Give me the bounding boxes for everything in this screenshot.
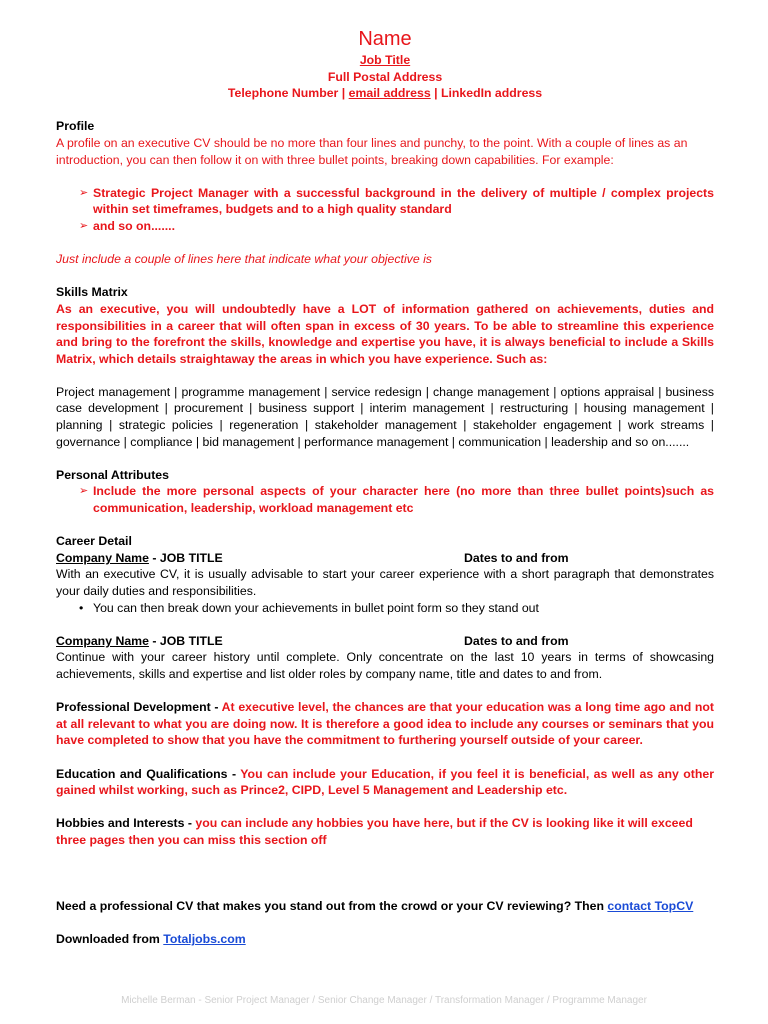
candidate-name: Name — [358, 28, 412, 50]
company-name: Company Name — [56, 550, 149, 565]
linkedin-address: LinkedIn address — [440, 86, 543, 101]
job-dates: Dates to and from — [464, 633, 569, 648]
job-dates: Dates to and from — [464, 550, 569, 565]
email-address[interactable]: email address — [348, 86, 431, 101]
skills-intro: As an executive, you will undoubtedly have a LOT of information gathered on achievements, duties and responsibilities in a career that will often span in excess of 30 years. To be able to streamline this experience and bring to the forefront the skills, knowledge and expertise you have, it is always beneficial to include a Skills Matrix, which details straightaway the areas in which you have experience. Such as: — [56, 301, 714, 366]
education-section — [56, 766, 714, 799]
personal-bullet-text: Include the more personal aspects of your character here (no more than three bullet points)such as communication, leadership, workload management etc — [93, 484, 714, 516]
separator: | — [338, 86, 349, 101]
cv-header — [56, 26, 714, 102]
personal-heading: Personal Attributes — [56, 467, 169, 482]
separator: | — [430, 86, 441, 101]
job-2-body: Continue with your career history until complete. Only concentrate on the last 10 years in terms of showcasing achievements, skills and expertise and list older roles by company name, title and dates to and from. — [56, 650, 714, 681]
hobbies-body: you can include any hobbies you have here, but if the CV is looking like it will exceed three pages then you can miss this section off — [56, 816, 693, 847]
downloaded-line — [56, 931, 714, 948]
job-1-bullet — [56, 600, 714, 617]
dot-bullet-icon: • — [79, 600, 84, 615]
profile-bullet — [56, 185, 714, 218]
objective-line: Just include a couple of lines here that indicate what your objective is — [56, 252, 432, 267]
cv-document — [56, 26, 714, 948]
job-1-header — [56, 550, 714, 567]
prof-dev-section — [56, 699, 714, 749]
prof-dev-body: At executive level, the chances are that your education was a long time ago and not at all relevant to what you are doing now. It is therefore a good idea to include any courses or seminars that you have completed to show that you have the commitment to furthering yourself outside of your career. — [56, 700, 715, 748]
career-heading: Career Detail — [56, 534, 132, 549]
skills-list: Project management | programme management | service redesign | change management | options appraisal | business case development | procurement | business support | interim management | restructuring | housing management | planning | strategic policies | regeneration | stakeholder management | stakeholder engagement | work streams | governance | compliance | bid management | performance management | communication | leadership and so on....... — [56, 384, 714, 449]
job-2-header — [56, 633, 714, 650]
skills-heading: Skills Matrix — [56, 285, 128, 300]
downloaded-text: Downloaded from — [56, 932, 164, 947]
totaljobs-link[interactable]: Totaljobs.com — [163, 932, 246, 947]
hobbies-heading: Hobbies and Interests - — [56, 816, 196, 831]
education-body: You can include your Education, if you feel it is beneficial, as well as any other gained whilst working, such as Prince2, CIPD, Level 5 Management and Leadership etc. — [56, 766, 714, 798]
contact-topcv-link[interactable]: contact TopCV — [607, 899, 694, 914]
personal-bullet — [56, 483, 714, 516]
job-title-label: - JOB TITLE — [148, 550, 223, 565]
contact-line — [56, 85, 714, 102]
profile-body: A profile on an executive CV should be no more than four lines and punchy, to the point. With a couple of lines as an introduction, you can then follow it on with three bullet points, breaking down capabilities. For example: — [56, 135, 688, 167]
profile-bullet-text: Strategic Project Manager with a successful background in the delivery of multiple / complex projects within set timeframes, budgets and to a high quality standard — [93, 185, 714, 217]
arrow-bullet-icon: ➢ — [79, 485, 89, 498]
telephone-number: Telephone Number — [227, 86, 339, 101]
promo-line — [56, 898, 714, 915]
hobbies-section — [56, 815, 714, 848]
postal-address: Full Postal Address — [327, 69, 443, 84]
arrow-bullet-icon: ➢ — [79, 186, 89, 199]
profile-bullet — [56, 218, 714, 235]
job-1-body: With an executive CV, it is usually advisable to start your career experience with a short paragraph that demonstrates your daily duties and responsibilities. — [56, 567, 714, 598]
job-title: Job Title — [359, 53, 411, 67]
education-heading: Education and Qualifications - — [56, 766, 241, 781]
prof-dev-heading: Professional Development - — [56, 700, 222, 715]
page-footer: Michelle Berman - Senior Project Manager / Senior Change Manager / Transformation Manager / Programme Manager — [121, 995, 647, 1006]
promo-text: Need a professional CV that makes you stand out from the crowd or your CV reviewing? Then — [56, 899, 608, 914]
profile-bullet-text: and so on....... — [93, 218, 175, 233]
arrow-bullet-icon: ➢ — [79, 219, 89, 232]
company-name: Company Name — [56, 633, 149, 648]
job-1-bullet-text: You can then break down your achievements in bullet point form so they stand out — [93, 600, 539, 615]
job-title-label: - JOB TITLE — [148, 633, 223, 648]
profile-heading: Profile — [56, 119, 95, 134]
